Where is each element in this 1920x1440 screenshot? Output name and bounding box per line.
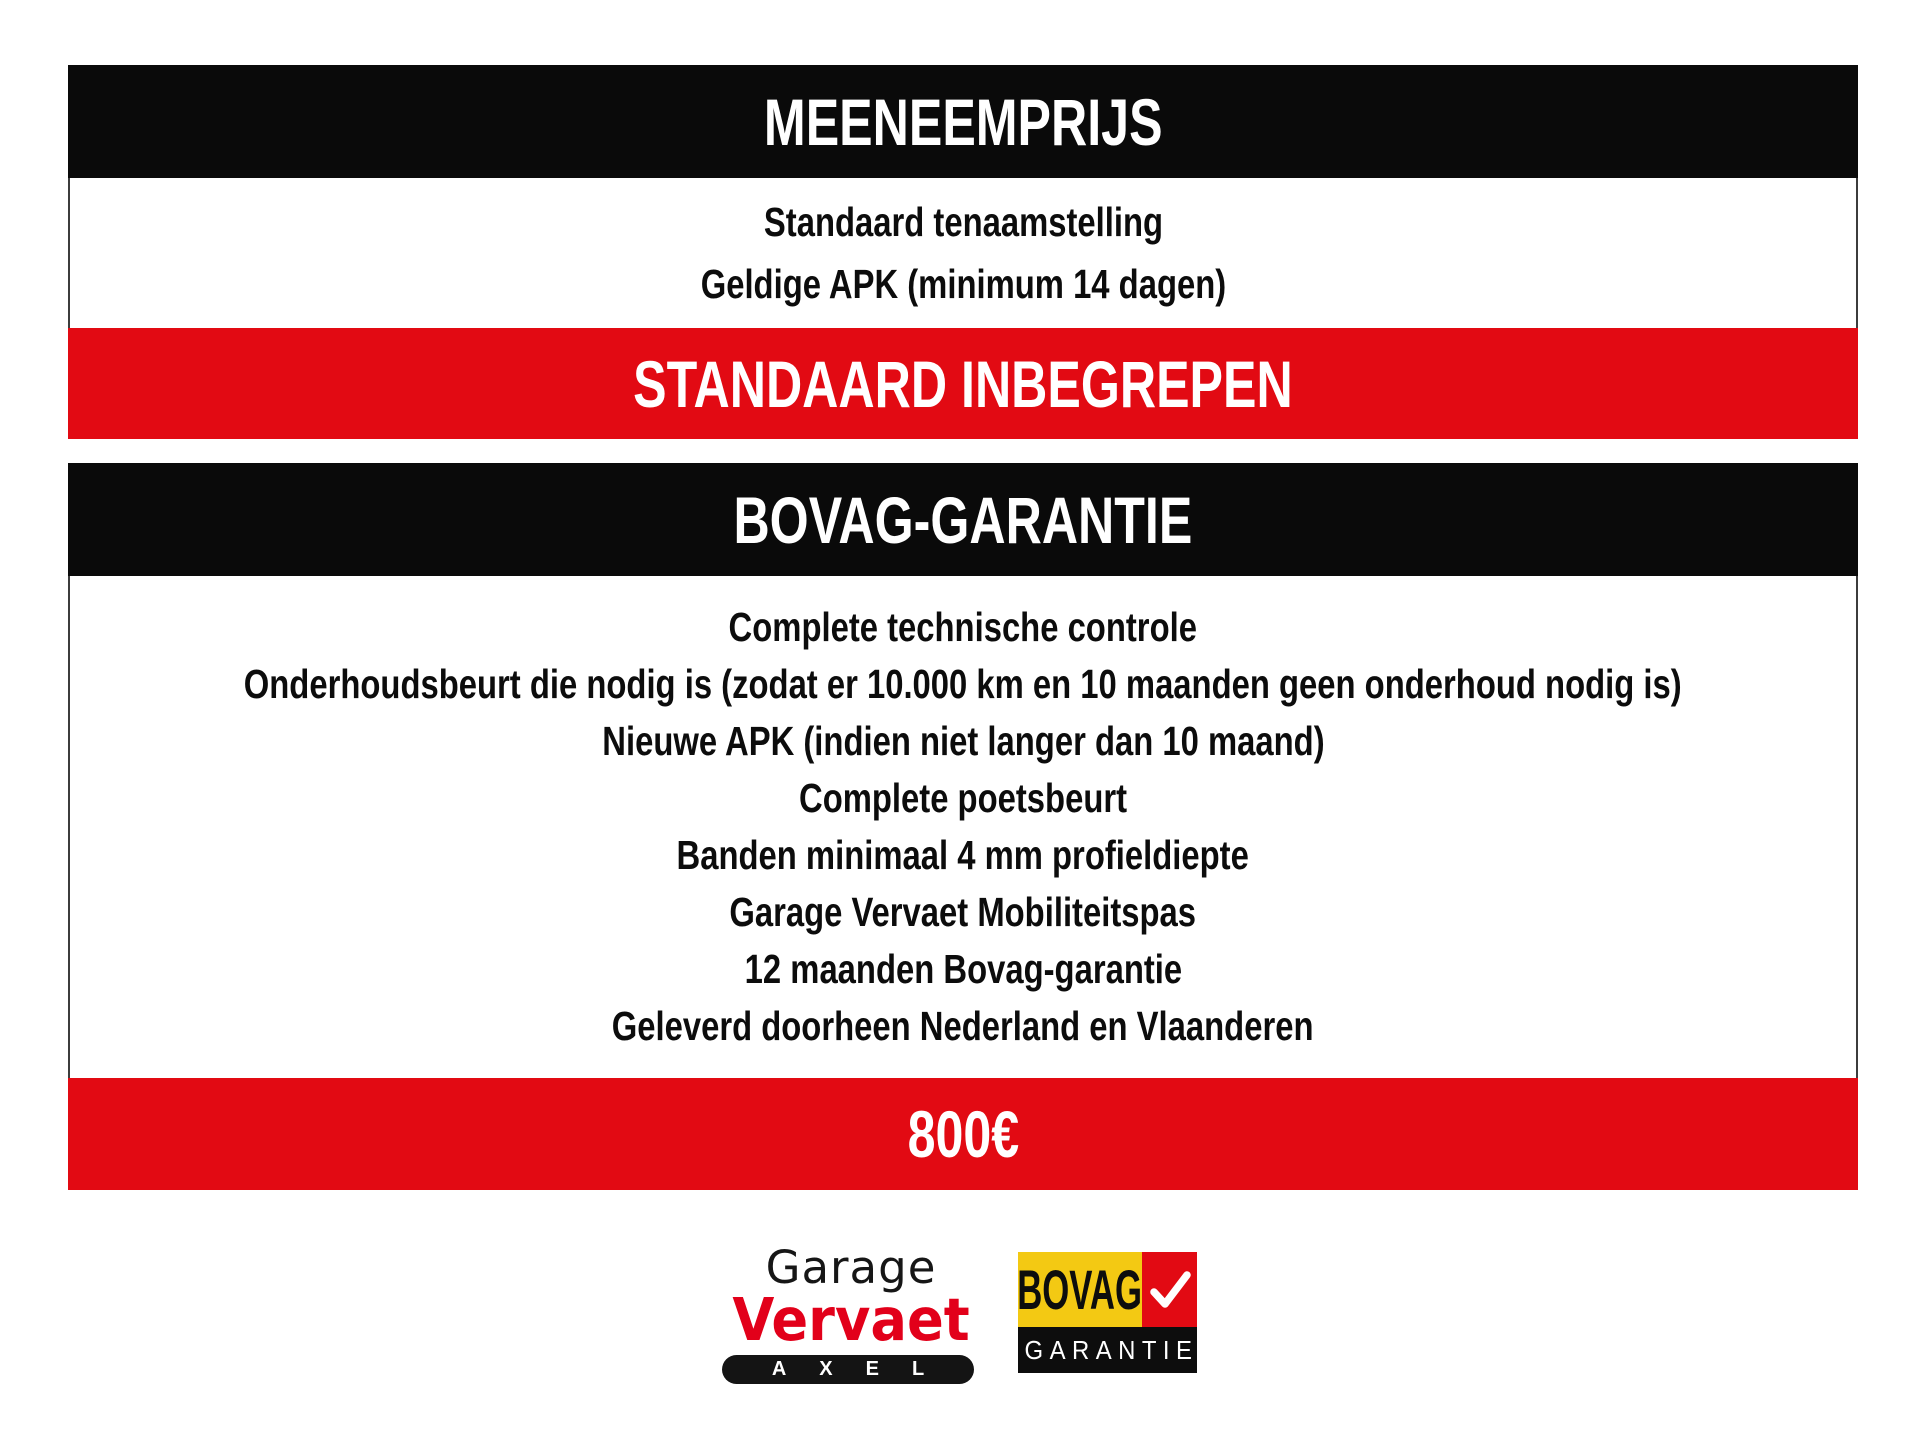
meeneemprijs-body [68,178,1858,328]
vervaet-logo-axel-banner [722,1355,974,1384]
price-bar [68,1078,1858,1190]
vervaet-logo-name-text: Vervaet [732,1285,970,1354]
checkmark-icon [1148,1268,1192,1312]
bovag-logo-garantie-text: GARANTIE [1024,1334,1198,1365]
bovag-list-item: Complete poetsbeurt [798,775,1128,821]
bovag-list-item: Complete technische controle [728,604,1198,650]
standaard-inbegrepen-bar [68,328,1858,439]
bovag-logo-garantie-strip [1018,1327,1197,1373]
meeneemprijs-line: Standaard tenaamstelling [763,199,1163,245]
bovag-garantie-body [68,576,1858,1078]
bovag-logo-red-block [1142,1252,1197,1327]
price-label: 800€ [907,1097,1019,1171]
garage-vervaet-logo [722,1241,980,1384]
bovag-list-item: 12 maanden Bovag-garantie [744,946,1182,992]
bovag-logo-yellow-block [1018,1252,1142,1327]
bovag-list-item: Nieuwe APK (indien niet langer dan 10 maand) [601,718,1325,764]
bovag-garantie-logo [1018,1252,1197,1373]
vervaet-logo-garage-text: Garage [765,1241,937,1294]
vervaet-logo-axel-text: AXEL [771,1358,958,1380]
bovag-garantie-title: BOVAG-GARANTIE [733,482,1193,557]
bovag-list-item: Onderhoudsbeurt die nodig is (zodat er 10.000 km en 10 maanden geen onderhoud nodig is) [244,661,1682,707]
meeneemprijs-header-bar [68,65,1858,178]
standaard-inbegrepen-label: STANDAARD INBEGREPEN [633,346,1293,421]
bovag-logo-text: BOVAG [1017,1258,1143,1321]
meeneemprijs-line: Geldige APK (minimum 14 dagen) [700,261,1226,307]
bovag-list-item: Garage Vervaet Mobiliteitspas [729,889,1197,935]
bovag-list-item: Banden minimaal 4 mm profieldiepte [676,832,1250,878]
bovag-garantie-header-bar [68,463,1858,576]
bovag-list-item: Geleverd doorheen Nederland en Vlaanderen [612,1003,1314,1049]
meeneemprijs-title: MEENEEMPRIJS [763,84,1163,159]
